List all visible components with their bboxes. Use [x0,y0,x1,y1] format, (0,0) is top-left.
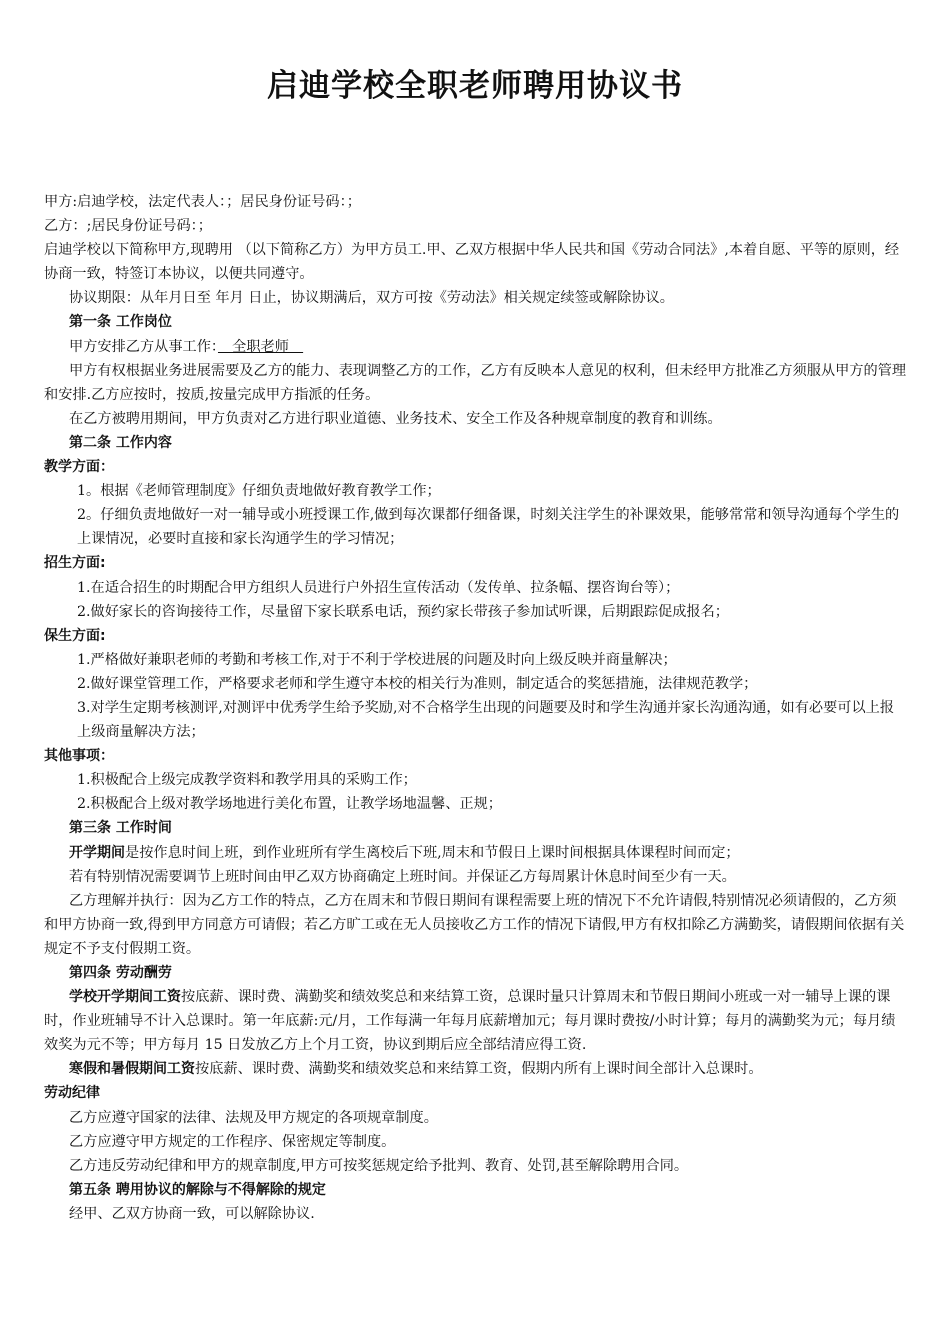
document-title: 启迪学校全职老师聘用协议书 [267,68,683,104]
article-5-heading: 第五条 聘用协议的解除与不得解除的规定 [69,1181,326,1198]
article-2-heading: 第二条 工作内容 [69,434,172,451]
article-4-p2-text: 按底薪、课时费、满勤奖和绩效奖总和来结算工资，假期内所有上课时间全部计入总课时。 [195,1061,763,1078]
retain-heading: 保生方面: [44,627,106,644]
retain-item-3: 3.对学生定期考核测评,对测评中优秀学生给予奖励,对不合格学生出现的问题要及时和学生沟通并家长沟通沟通，如有必要可以上报上级商量解决方法； [77,699,895,741]
enroll-heading: 招生方面: [44,555,106,572]
article-3-p1-text: 是按作息时间上班，到作业班所有学生离校后下班,周末和节假日上课时间根据具体课程时间而定； [125,844,740,861]
retain-item-2: 2.做好课堂管理工作，严格要求老师和学生遵守本校的相关行为准则，制定适合的奖惩措施，法律规范教学； [77,675,758,692]
teaching-item-1: 1。根据《老师管理制度》仔细负责地做好教育教学工作； [77,483,441,500]
article-1-paragraph-2: 在乙方被聘用期间，甲方负责对乙方进行职业道德、业务技术、安全工作及各种规章制度的教育和训练。 [69,410,722,427]
article-3-bold-lead: 开学期间 [69,844,125,861]
discipline-heading: 劳动纪律 [44,1085,100,1102]
article-4-paragraph-2 [44,1057,908,1081]
discipline-paragraph-2: 乙方应遵守甲方规定的工作程序、保密规定等制度。 [69,1133,396,1150]
article-3-heading: 第三条 工作时间 [69,820,172,837]
enroll-item-1: 1.在适合招生的时期配合甲方组织人员进行户外招生宣传活动（发传单、拉条幅、摆咨询台等）； [77,579,680,596]
article-3-paragraph-2: 若有特别情况需要调节上班时间由甲乙双方协商确定上班时间。并保证乙方每周累计休息时间至少有一天。 [69,868,736,885]
other-item-2: 2.积极配合上级对教学场地进行美化布置，让教学场地温馨、正规； [77,796,502,813]
party-a-line: 甲方:启迪学校，法定代表人：；居民身份证号码：； [44,194,361,210]
document-body [44,190,908,1226]
article-4-bold-lead-2: 寒假和暑假期间工资 [69,1061,195,1078]
discipline-paragraph-1: 乙方应遵守国家的法律、法规及甲方规定的各项规章制度。 [69,1109,438,1126]
enroll-item-2: 2.做好家长的咨询接待工作，尽量留下家长联系电话，预约家长带孩子参加试听课，后期跟踪促成报名； [77,603,729,620]
discipline-paragraph-3: 乙方违反劳动纪律和甲方的规章制度,甲方可按奖惩规定给予批判、教育、处罚,甚至解除聘用合同。 [69,1157,689,1174]
article-4-paragraph-1 [44,985,908,1057]
article-4-heading: 第四条 劳动酬劳 [69,965,172,981]
other-item-1: 1.积极配合上级完成教学资料和教学用具的采购工作； [77,772,417,789]
article-1-heading: 第一条 工作岗位 [69,314,172,331]
article-3-paragraph-1 [44,841,908,865]
teaching-heading: 教学方面： [44,459,114,476]
post-line [44,335,908,359]
article-3-paragraph-3: 乙方理解并执行：因为乙方工作的特点，乙方在周末和节假日期间有课程需要上班的情况下不允许请假,特别情况必须请假的，乙方须和甲方协商一致,得到甲方同意方可请假；若乙方旷工或在无人员接收乙方工作的情况下请假,甲方有权扣除乙方满勤奖，请假期间依据有关规定不予支付假期工资。 [44,892,905,957]
post-prefix: 甲方安排乙方从事工作： [69,338,218,355]
term-paragraph: 协议期限：从年月日至 年月 日止，协议期满后，双方可按《劳动法》相关规定续签或解除协议。 [69,290,674,307]
teaching-item-2: 2。仔细负责地做好一对一辅导或小班授课工作,做到每次课都仔细备课，时刻关注学生的补课效果，能够常常和领导沟通每个学生的上课情况，必要时直接和家长沟通学生的学习情况； [77,507,900,548]
article-4-bold-lead-1: 学校开学期间工资 [69,989,181,1006]
party-b-line: 乙方：;居民身份证号码：； [44,218,212,235]
intro-paragraph: 启迪学校以下简称甲方,现聘用 （以下简称乙方）为甲方员工.甲、乙双方根据中华人民共和国《劳动合同法》,本着自愿、平等的原则，经协商一致，特签订本协议，以便共同遵守。 [44,242,900,283]
post-value: 全职老师 [217,338,304,355]
other-heading: 其他事项： [44,748,114,765]
retain-item-1: 1.严格做好兼职老师的考勤和考核工作,对于不利于学校进展的问题及时向上级反映并商量解决； [77,651,677,668]
article-4-p1-text: 按底薪、课时费、满勤奖和绩效奖总和来结算工资，总课时量只计算周末和节假日期间小班或一对一辅导上课的课时，作业班辅导不计入总课时。第一年底薪:元/月，工作每满一年每月底薪增加元；每月课时费按/小时计算；每月的满勤奖为元；每月绩效奖为元不等；甲方每月 15 日发放乙方上个月工资，协议到期后应全部结清应得工资. [44,989,896,1054]
article-5-paragraph-1: 经甲、乙双方协商一致，可以解除协议. [69,1205,315,1222]
article-1-paragraph-1: 甲方有权根据业务进展需要及乙方的能力、表现调整乙方的工作，乙方有反映本人意见的权利，但未经甲方批准乙方须服从甲方的管理和安排.乙方应按时，按质,按量完成甲方指派的任务。 [44,362,907,403]
